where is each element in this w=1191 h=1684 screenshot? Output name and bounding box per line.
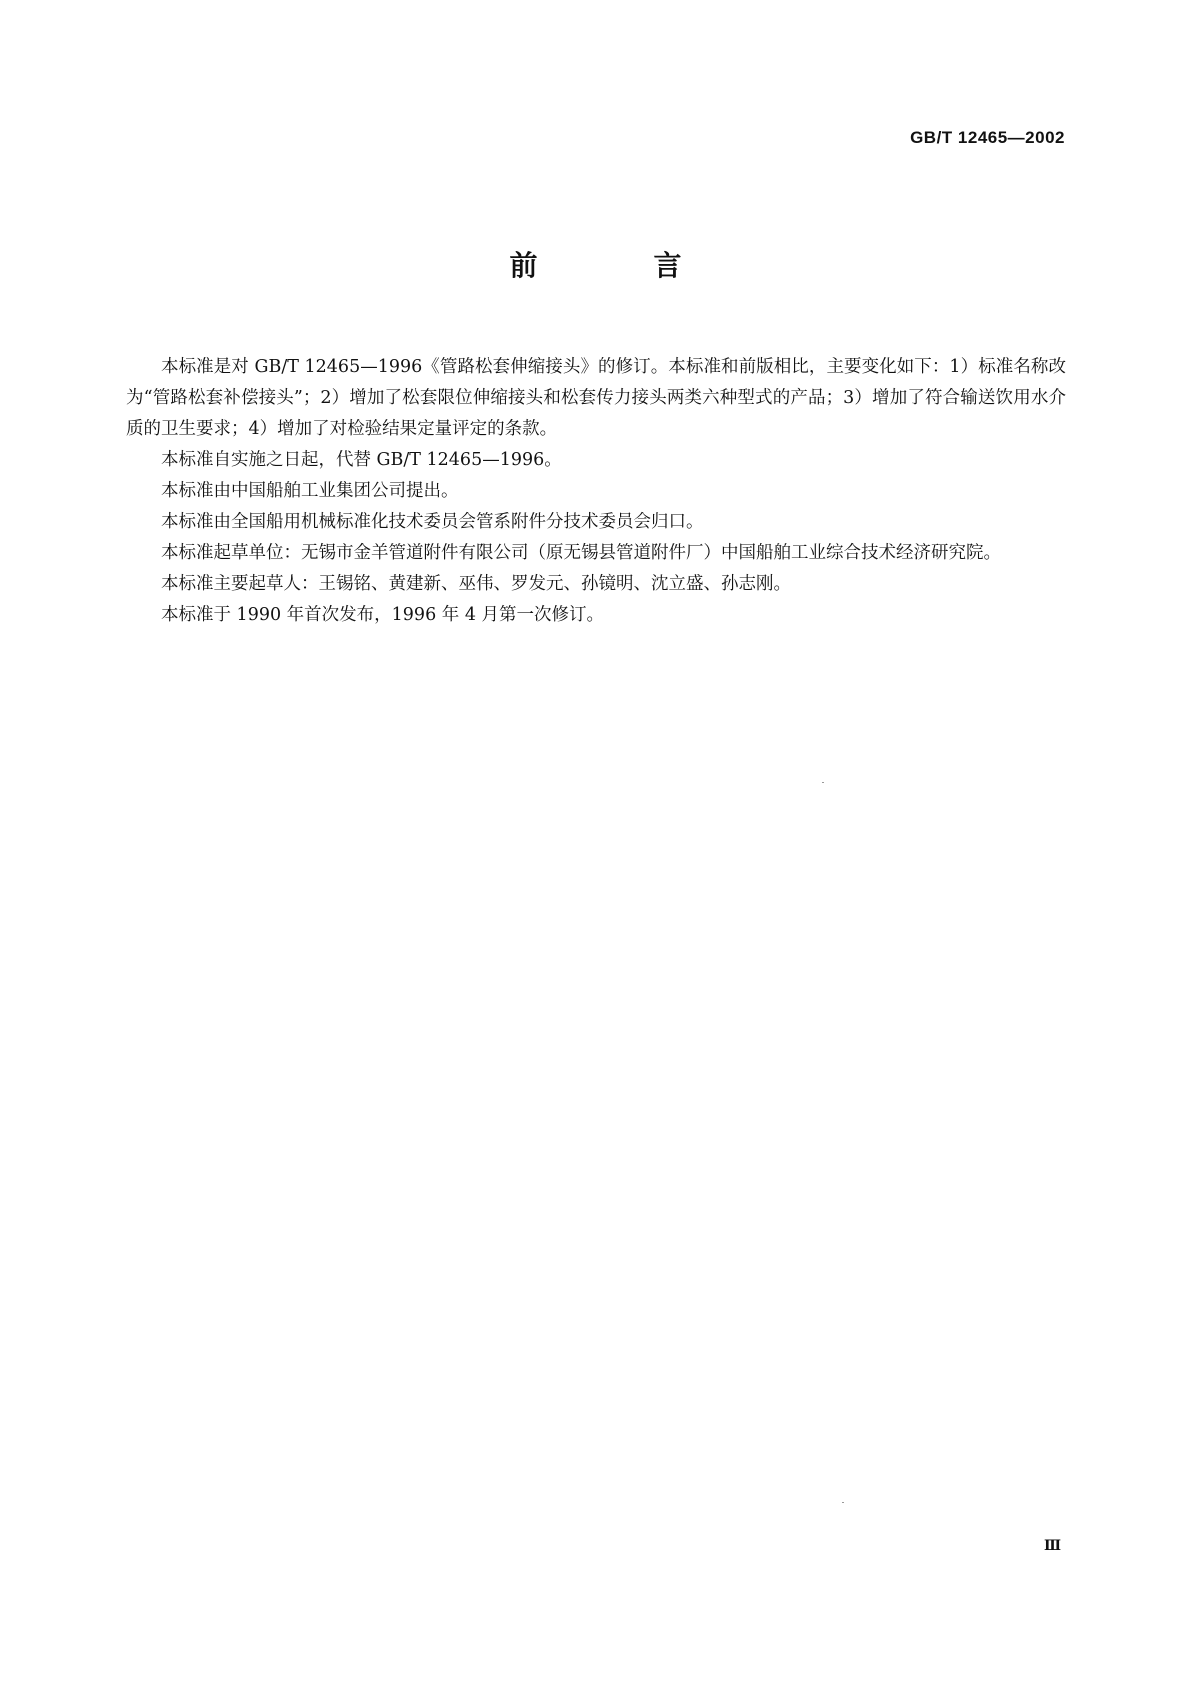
page-title: 前 言 — [509, 249, 726, 282]
paragraph-replacement: 本标准自实施之日起，代替 GB/T 12465—1996。 — [161, 450, 562, 470]
paragraph-drafting-units: 本标准起草单位：无锡市金羊管道附件有限公司（原无锡县管道附件厂）中国船舶工业综合技术经济研究院。 — [161, 543, 1001, 563]
page-number: Ⅲ — [1043, 1538, 1061, 1554]
foreword-body — [126, 352, 1066, 631]
paragraph-proposer: 本标准由中国船舶工业集团公司提出。 — [161, 481, 459, 501]
paragraph-publication-history: 本标准于 1990 年首次发布，1996 年 4 月第一次修订。 — [161, 605, 605, 625]
scan-speck — [842, 1502, 844, 1503]
standard-number: GB/T 12465—2002 — [910, 128, 1065, 147]
paragraph-revision-summary: 本标准是对 GB/T 12465—1996《管路松套伸缩接头》的修订。本标准和前版相比，主要变化如下：1）标准名称改为“管路松套补偿接头”；2）增加了松套限位伸缩接头和松套传力接头两类六种型式的产品；3）增加了符合输送饮用水介质的卫生要求；4）增加了对检验结果定量评定的条款。 — [126, 357, 1066, 439]
paragraph-technical-committee: 本标准由全国船用机械标准化技术委员会管系附件分技术委员会归口。 — [161, 512, 704, 532]
scan-speck — [822, 782, 824, 783]
paragraph-drafters: 本标准主要起草人：王锡铭、黄建新、巫伟、罗发元、孙镜明、沈立盛、孙志刚。 — [161, 574, 791, 594]
